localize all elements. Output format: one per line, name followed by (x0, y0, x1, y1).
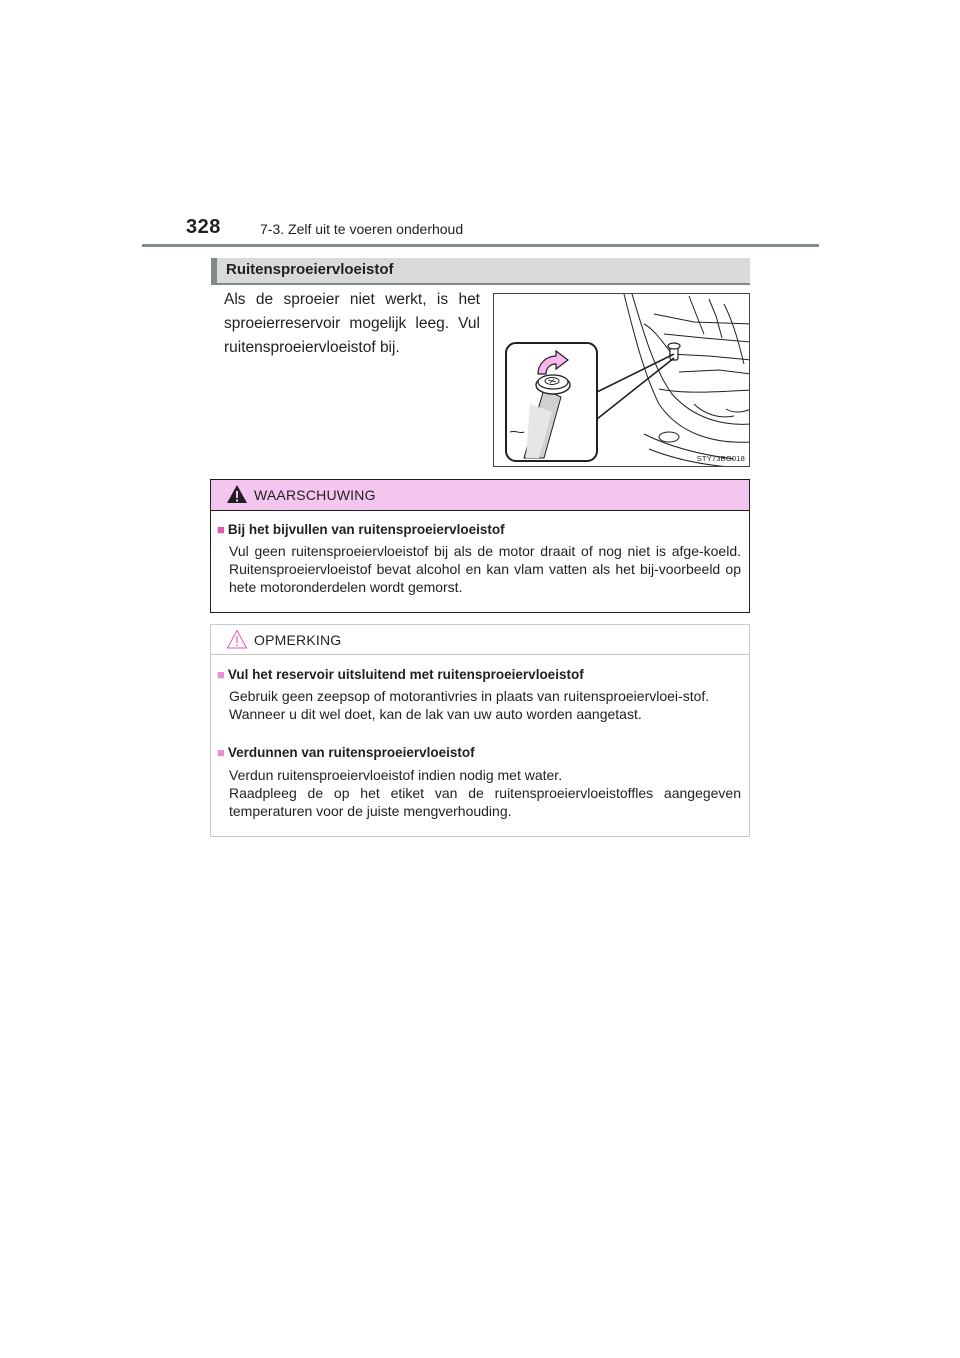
notice-box (210, 624, 750, 837)
engine-bay-illustration (494, 294, 750, 467)
notice-item-title: ■ Verdunnen van ruitensproeiervloeistof (217, 745, 475, 760)
bullet-square-icon: ■ (217, 667, 225, 682)
intro-text: Als de sproeier niet werkt, is het sproeierreservoir mogelijk leeg. Vul ruitensproeiervloeistof bij. (224, 291, 480, 356)
notice-item-title: ■ Vul het reservoir uitsluitend met ruitensproeiervloeistof (217, 667, 584, 682)
section-heading (211, 258, 750, 283)
caution-triangle-icon (226, 629, 248, 649)
warning-label: WAARSCHUWING (254, 487, 376, 503)
warning-item-title: ■ Bij het bijvullen van ruitensproeiervloeistof (217, 522, 505, 537)
notice-header (211, 625, 749, 655)
notice-item-body: Gebruik geen zeepsop of motorantivries in plaats van ruitensproeiervloei-stof. Wanneer u dit wel doet, kan de lak van uw auto worden aangetast. (229, 688, 710, 722)
figure-code: STY73BO018 (696, 454, 745, 463)
bullet-square-icon: ■ (217, 522, 225, 537)
section-heading-rule (211, 283, 750, 285)
section-heading-text: Ruitensproeiervloeistof (226, 261, 394, 278)
header-rule (142, 244, 819, 247)
bullet-square-icon: ■ (217, 745, 225, 760)
figure (493, 293, 750, 467)
section-title: 7-3. Zelf uit te voeren onderhoud (260, 221, 464, 237)
warning-header (211, 480, 749, 511)
warning-triangle-icon (226, 484, 248, 504)
notice-item-body: Verdun ruitensproeiervloeistof indien nodig met water. Raadpleeg de op het etiket van de ruitensproeiervloeistoffles aangegeven temperaturen voor de juiste mengverhouding. (229, 767, 741, 819)
warning-item-body: Vul geen ruitensproeiervloeistof bij als de motor draait of nog niet is afge-koeld. Ruitensproeiervloeistof bevat alcohol en kan vlam vatten als het bij-voorbeeld op hete motoronderdelen wordt gemorst. (229, 543, 741, 595)
warning-box (210, 479, 750, 613)
notice-label: OPMERKING (254, 632, 342, 648)
page-number: 328 (186, 216, 221, 238)
